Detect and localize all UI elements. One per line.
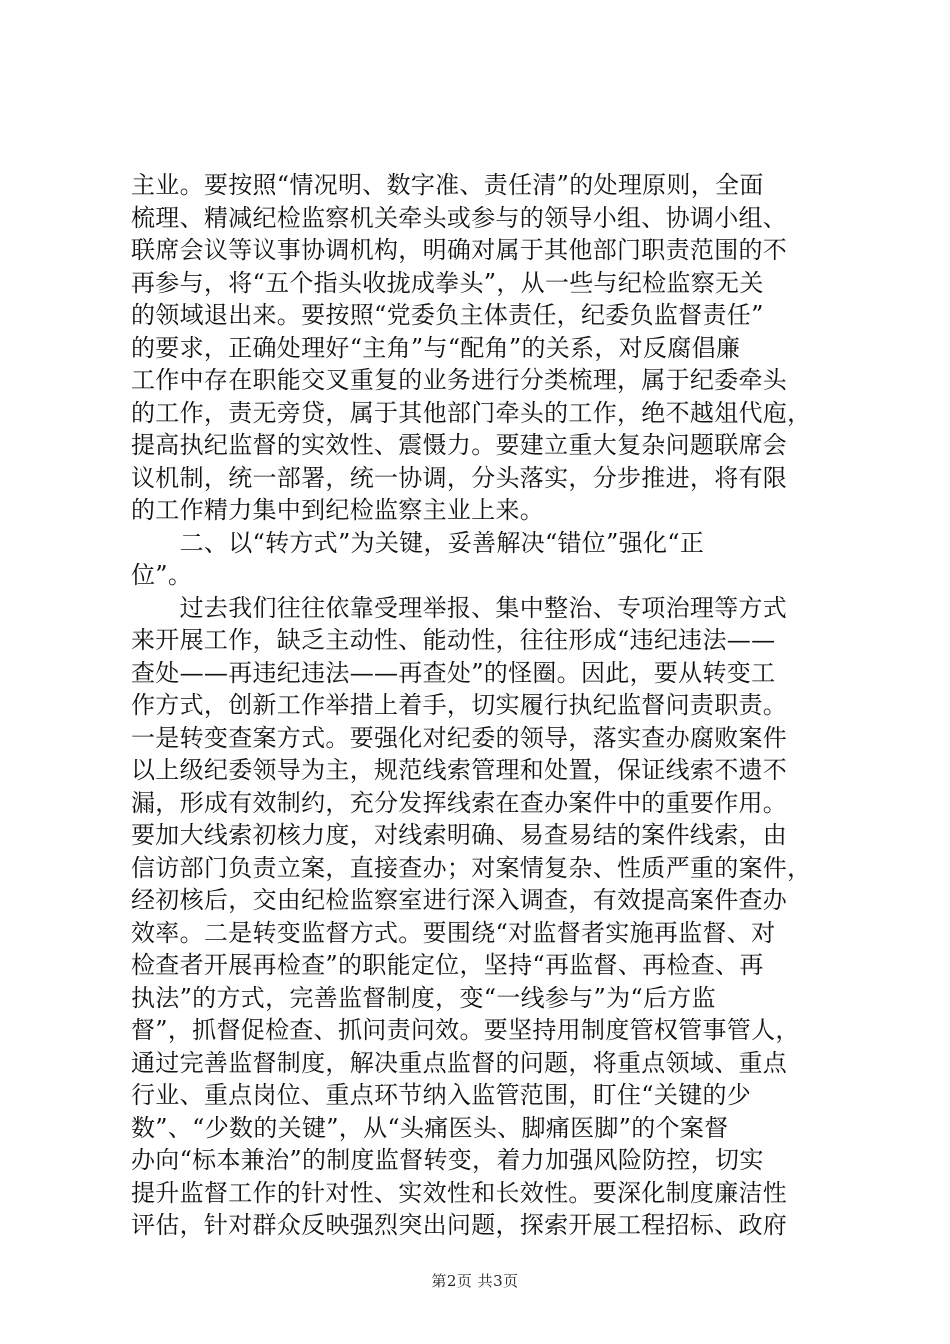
text-line: 作方式，创新工作举措上着手，切实履行执纪监督问责职责。 (131, 691, 788, 719)
text-line: 来开展工作，缺乏主动性、能动性，往往形成“违纪违法—— (131, 626, 776, 654)
text-line: 数”、“少数的关键”，从“头痛医头、脚痛医脚”的个案督 (131, 1113, 729, 1142)
text-line: 联席会议等议事协调机构，明确对属于其他部门职责范围的不 (131, 236, 788, 264)
page-footer: 第2页 共3页 (431, 1272, 519, 1290)
document-body (131, 169, 831, 1242)
text-line: 检查者开展再检查”的职能定位，坚持“再监督、再检查、再 (131, 951, 764, 979)
text-line: 督”，抓督促检查、抓问责问效。要坚持用制度管权管事管人， (131, 1016, 800, 1044)
text-line: 查处——再违纪违法——再查处”的怪圈。因此，要从转变工 (131, 658, 776, 687)
text-line: 信访部门负责立案，直接查办；对案情复杂、性质严重的案件， (131, 853, 812, 882)
text-line: 位”。 (131, 561, 193, 589)
text-line: 的工作精力集中到纪检监察主业上来。 (131, 496, 545, 524)
text-line: 办向“标本兼治”的制度监督转变，着力加强风险防控，切实 (131, 1146, 764, 1174)
text-line: 评估，针对群众反映强烈突出问题，探索开展工程招标、政府 (131, 1211, 788, 1239)
text-line: 梳理、精减纪检监察机关牵头或参与的领导小组、协调小组、 (131, 203, 788, 232)
text-line: 主业。要按照“情况明、数字准、责任清”的处理原则，全面 (131, 171, 764, 199)
text-line: 行业、重点岗位、重点环节纳入监管范围，盯住“关键的少 (131, 1081, 752, 1109)
text-line: 提高执纪监督的实效性、震慑力。要建立重大复杂问题联席会 (131, 431, 788, 459)
text-line: 效率。二是转变监督方式。要围绕“对监督者实施再监督、对 (131, 918, 776, 947)
text-line: 再参与，将“五个指头收拢成拳头”，从一些与纪检监察无关 (131, 268, 764, 297)
text-line: 的要求，正确处理好“主角”与“配角”的关系，对反腐倡廉 (131, 333, 741, 362)
text-line: 一是转变查案方式。要强化对纪委的领导，落实查办腐败案件 (131, 723, 788, 752)
text-line: 要加大线索初核力度，对线索明确、易查易结的案件线索，由 (131, 821, 788, 849)
text-line: 执法”的方式，完善监督制度，变“一线参与”为“后方监 (131, 983, 716, 1012)
text-line: 以上级纪委领导为主，规范线索管理和处置，保证线索不遗不 (131, 756, 788, 784)
text-line: 经初核后，交由纪检监察室进行深入调查，有效提高案件查办 (131, 886, 788, 914)
text-line: 提升监督工作的针对性、实效性和长效性。要深化制度廉洁性 (131, 1178, 788, 1207)
text-line: 的领域退出来。要按照“党委负主体责任，纪委负监督责任” (131, 301, 764, 329)
text-line: 工作中存在职能交叉重复的业务进行分类梳理，属于纪委牵头 (131, 366, 788, 394)
text-line: 议机制，统一部署，统一协调，分头落实，分步推进，将有限 (131, 463, 788, 492)
text-line: 通过完善监督制度，解决重点监督的问题，将重点领域、重点 (131, 1048, 788, 1077)
text-line: 漏，形成有效制约，充分发挥线索在查办案件中的重要作用。 (131, 788, 788, 817)
text-line: 的工作，责无旁贷，属于其他部门牵头的工作，绝不越俎代庖， (131, 398, 812, 427)
text-line: 二、以“转方式”为关键，妥善解决“错位”强化“正 (131, 528, 705, 557)
text-line: 过去我们往往依靠受理举报、集中整治、专项治理等方式 (131, 593, 788, 622)
